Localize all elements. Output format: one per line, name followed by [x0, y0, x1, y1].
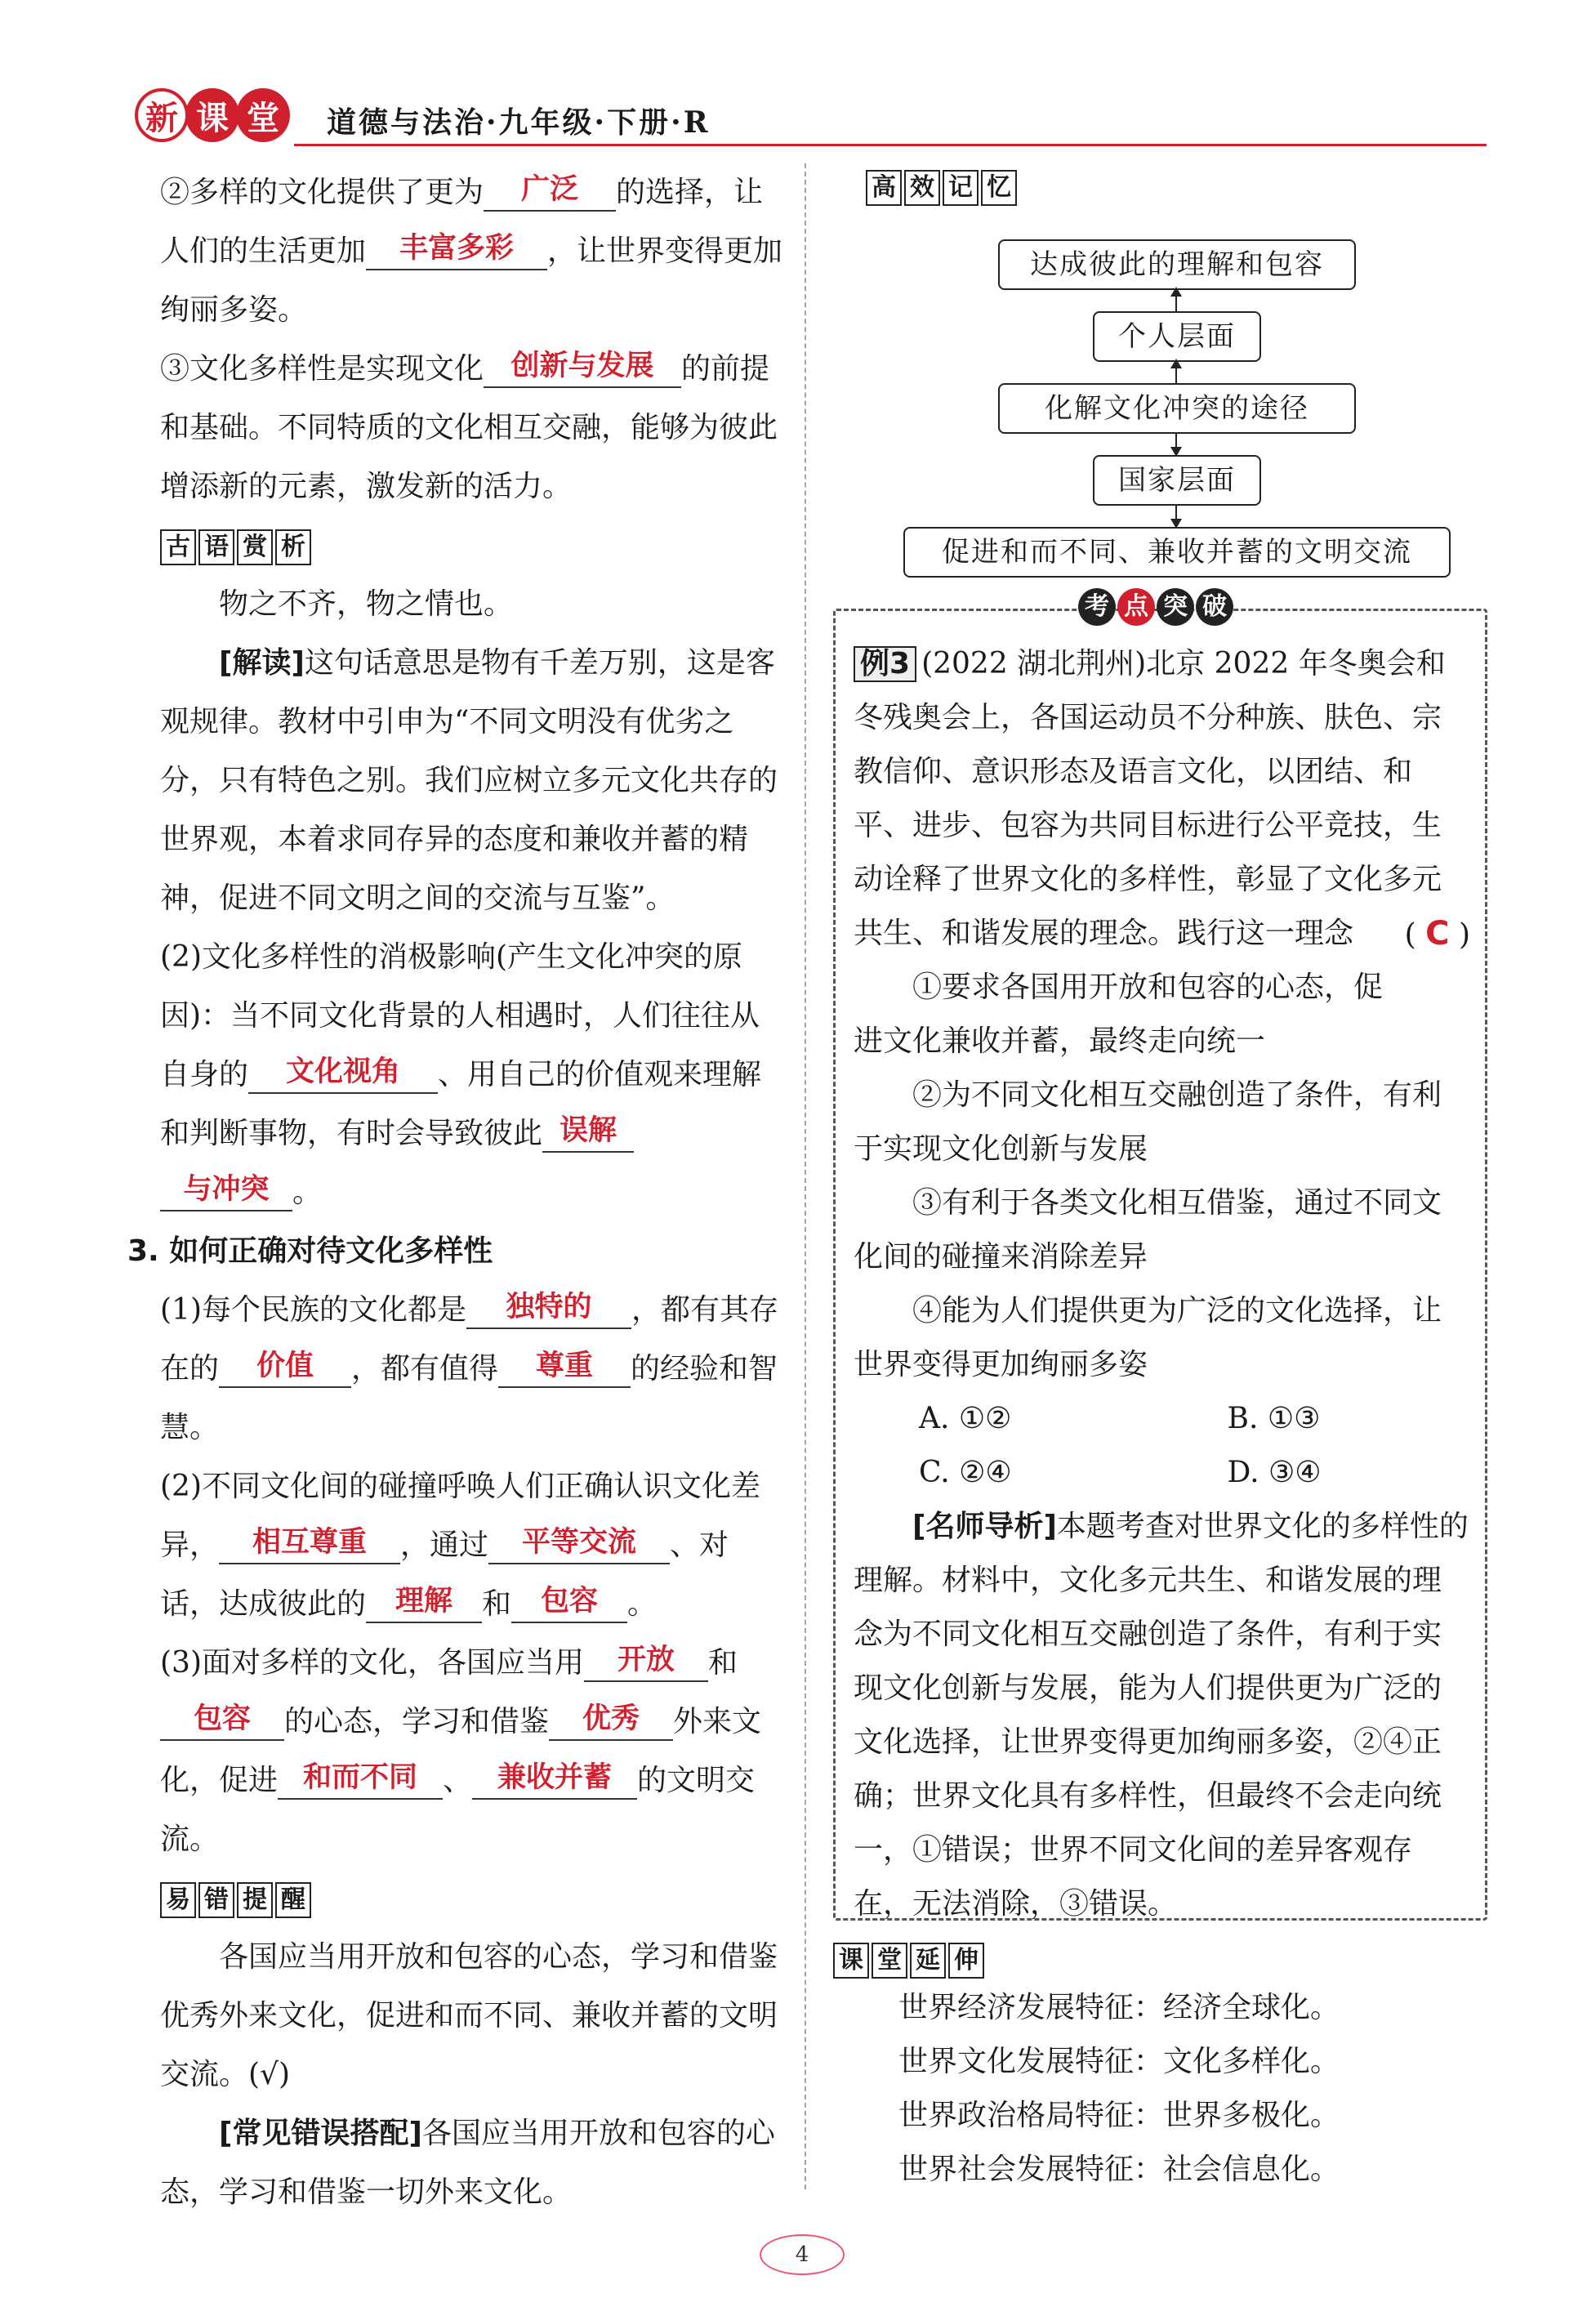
text: (3)面对多样的文化，各国应当用	[160, 1646, 584, 1680]
logo-char-2: 课	[185, 88, 239, 142]
logo-char-1: 新	[135, 88, 189, 142]
text: 的选择，让人们的生活更加	[160, 176, 764, 268]
text: (2)文化多样性的消极影响(产生文化冲突的原因)：当不同文化背景的人相遇时，人们往往从自身的	[160, 940, 760, 1091]
answer-blank: 相互尊重	[219, 1522, 400, 1564]
option-d: D. ③④	[1227, 1456, 1322, 1489]
options-row	[854, 1446, 1470, 1500]
statement-item: ③有利于各类文化相互借鉴，通过不同文化间的碰撞来消除差异	[854, 1186, 1442, 1274]
paragraph-diversity-2	[160, 163, 785, 340]
example-label: 例3	[854, 646, 916, 682]
interpretation-label: [解读]	[219, 646, 305, 680]
flow-arrow-up	[1175, 288, 1177, 311]
text: (1)每个民族的文化都是	[160, 1293, 466, 1327]
tag-char: 提	[237, 1882, 273, 1918]
text: (2022 湖北荆州)北京 2022 年冬奥会和冬残奥会上，各国运动员不分种族、肤色、宗教信仰、意识形态及语言文化，以团结、和平、进步、包容为共同目标进行公平竞技，生动诠释了世界文化的多样性，彰显了文化多元共生、和谐发展的理念。践行这一理念	[854, 647, 1446, 950]
answer-blank: 包容	[511, 1581, 627, 1623]
section-heading: 3. 如何正确对待文化多样性	[127, 1234, 493, 1268]
options-row	[854, 1392, 1470, 1446]
title-char: 考	[1078, 588, 1116, 626]
book-title: 道德与法治·九年级·下册·R	[327, 105, 711, 140]
common-error	[160, 2104, 785, 2222]
answer-blank: 开放	[584, 1640, 708, 1682]
text: 和	[482, 1587, 512, 1621]
paragraph-negative-impact	[160, 928, 785, 1222]
exam-content	[854, 637, 1470, 1931]
extension-item: 世界经济发展特征：经济全球化。	[898, 1991, 1340, 2024]
tag-char: 记	[943, 170, 979, 206]
answer-blank: 丰富多彩	[366, 228, 547, 270]
section-tag-class-extension	[833, 1943, 987, 1979]
text: 外来文化，促进	[160, 1705, 762, 1797]
flow-arrow-down	[1175, 504, 1177, 527]
tag-char: 错	[198, 1882, 234, 1918]
tag-char: 赏	[237, 529, 273, 565]
paragraph-diversity-3	[160, 340, 785, 516]
ancient-quote: 物之不齐，物之情也。	[219, 587, 514, 621]
flow-box-resolve-conflict: 化解文化冲突的途径	[998, 383, 1356, 434]
common-error-label: [常见错误搭配]	[219, 2117, 422, 2150]
answer-blank: 与冲突	[160, 1169, 292, 1211]
section-tag-common-errors	[160, 1882, 314, 1918]
text: ，都有其存在的	[160, 1293, 779, 1385]
tag-char: 高	[866, 170, 902, 206]
text: 本题考查对世界文化的多样性的理解。材料中，文化多元共生、和谐发展的理念为不同文化相互交融创造了条件，有利于实现文化创新与发展，能为人们提供更为广泛的文化选择，让世界变得更加绚丽多姿，②④正确；世界文化具有多样性，但最终不会走向统一，①错误；世界不同文化间的差异客观存在，无法消除，③错误。	[854, 1510, 1469, 1921]
question-stem	[854, 637, 1470, 961]
flow-box-understanding: 达成彼此的理解和包容	[998, 239, 1356, 290]
text: 的心态，学习和借鉴	[284, 1705, 550, 1738]
extension-item: 世界社会发展特征：社会信息化。	[898, 2153, 1340, 2186]
answer-blank: 广泛	[484, 169, 616, 212]
answer-blank: 理解	[366, 1581, 482, 1623]
text: ②多样的文化提供了更为	[160, 176, 484, 209]
tag-char: 延	[910, 1943, 946, 1979]
warning-text: 各国应当用开放和包容的心态，学习和借鉴优秀外来文化，促进和而不同、兼收并蓄的文明交流。(√)	[160, 1940, 778, 2091]
title-char: 破	[1196, 588, 1233, 626]
tag-char: 醒	[275, 1882, 311, 1918]
text: (	[1404, 918, 1416, 952]
answer-choice: C	[1425, 915, 1450, 953]
answer-blank: 和而不同	[278, 1757, 443, 1800]
statement-item: ④能为人们提供更为广泛的文化选择，让世界变得更加绚丽多姿	[854, 1294, 1442, 1381]
answer-blank: 优秀	[549, 1698, 673, 1741]
answer-blank: 平等交流	[488, 1522, 670, 1564]
statement-item: ①要求各国用开放和包容的心态，促进文化兼收并蓄，最终走向统一	[854, 971, 1384, 1058]
answer-blank: 尊重	[498, 1345, 631, 1388]
text: ，通过	[400, 1528, 489, 1562]
tag-char: 课	[833, 1943, 869, 1979]
text: 、对话，达成彼此的	[160, 1528, 729, 1621]
tag-char: 古	[160, 529, 196, 565]
tag-char: 易	[160, 1882, 196, 1918]
header-divider	[294, 144, 1487, 146]
text: 。	[292, 1176, 323, 1209]
flow-box-exchange: 促进和而不同、兼收并蓄的文明交流	[903, 527, 1451, 578]
section-tag-ancient-sayings	[160, 529, 314, 565]
option-b: B. ①③	[1227, 1402, 1321, 1435]
title-char: 突	[1157, 588, 1194, 626]
option-c: C. ②④	[919, 1456, 1012, 1489]
option-a: A. ①②	[919, 1402, 1012, 1435]
text: 和	[708, 1646, 738, 1680]
answer-blank: 价值	[219, 1345, 351, 1388]
text: 。	[627, 1587, 658, 1621]
text: 这句话意思是物有千差万别，这是客观规律。教材中引申为“不同文明没有优劣之分，只有特色之别。我们应树立多元文化共存的世界观，本着求同存异的态度和兼收并蓄的精神，促进不同文明之间的交流与互鉴”。	[160, 646, 778, 915]
text: 的经验和智慧。	[160, 1352, 778, 1444]
flow-arrow-up	[1175, 360, 1177, 383]
analysis-label: [名师导析]	[912, 1510, 1057, 1543]
section-tag-efficient-memory	[866, 170, 1019, 206]
answer-blank: 独特的	[466, 1287, 631, 1329]
tag-char: 伸	[948, 1943, 984, 1979]
text: ，让世界变得更加绚丽多姿。	[160, 234, 783, 327]
text: ，都有值得	[351, 1352, 499, 1385]
extension-list	[898, 1981, 1470, 2197]
extension-item: 世界文化发展特征：文化多样化。	[898, 2045, 1340, 2078]
text: (2)不同文化间的碰撞呼唤人们正确认识文化差异，	[160, 1470, 760, 1562]
teacher-analysis	[854, 1500, 1470, 1931]
column-divider	[805, 163, 806, 2189]
answer-bracket	[1405, 907, 1470, 962]
answer-blank: 包容	[160, 1698, 284, 1741]
left-column	[127, 163, 785, 2222]
flow-box-individual: 个人层面	[1093, 311, 1261, 362]
flow-box-national: 国家层面	[1093, 455, 1261, 506]
answer-blank: 误解	[542, 1110, 634, 1153]
text: 、	[443, 1764, 473, 1797]
text: 的文明交流。	[160, 1764, 756, 1856]
tag-char: 堂	[872, 1943, 907, 1979]
tag-char: 语	[198, 529, 234, 565]
interpretation	[160, 634, 785, 928]
tag-char: 忆	[981, 170, 1017, 206]
extension-item: 世界政治格局特征：世界多极化。	[898, 2099, 1340, 2132]
answer-blank: 兼收并蓄	[472, 1757, 637, 1800]
page-number: 4	[760, 2234, 845, 2275]
paragraph-attitude-2	[160, 1457, 785, 1634]
tag-char: 效	[904, 170, 940, 206]
text: 各国应当用开放和包容的心态，学习和借鉴一切外来文化。	[160, 2117, 775, 2209]
paragraph-attitude-1	[160, 1281, 785, 1457]
text: 、用自己的价值观来理解和判断事物，有时会导致彼此	[160, 1058, 762, 1150]
exam-practice-title	[1078, 588, 1235, 629]
flow-arrow-down	[1175, 432, 1177, 455]
tag-char: 析	[275, 529, 311, 565]
logo-char-3: 堂	[236, 88, 290, 142]
text: ③文化多样性是实现文化	[160, 352, 484, 386]
title-char: 点	[1117, 588, 1155, 626]
answer-blank: 创新与发展	[484, 346, 681, 388]
answer-blank: 文化视角	[248, 1051, 438, 1094]
text: 的前提和基础。不同特质的文化相互交融，能够为彼此增添新的元素，激发新的活力。	[160, 352, 778, 503]
text: )	[1458, 918, 1470, 952]
statement-item: ②为不同文化相互交融创造了条件，有利于实现文化创新与发展	[854, 1078, 1442, 1166]
paragraph-attitude-3	[160, 1634, 785, 1869]
